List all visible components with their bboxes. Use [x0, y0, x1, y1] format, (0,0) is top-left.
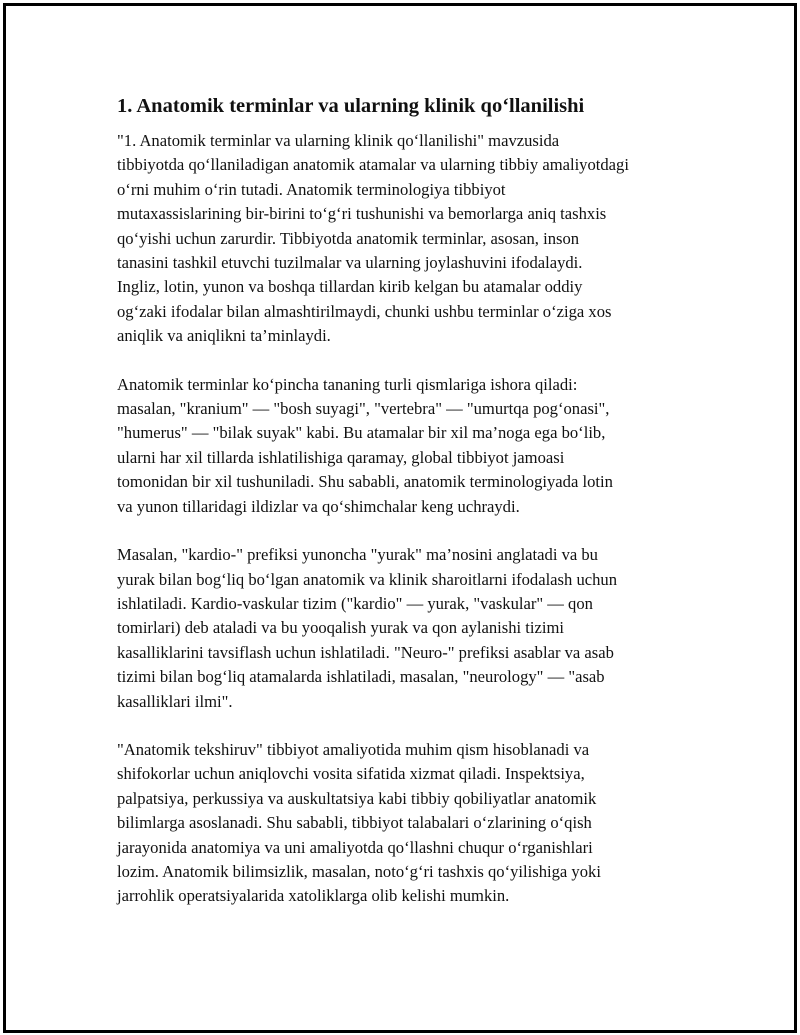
text-line: qo‘yishi uchun zarurdir. Tibbiyotda anatomik terminlar, asosan, inson	[117, 228, 580, 248]
text-line: kasalliklari ilmi".	[117, 691, 233, 711]
paragraph-4	[117, 738, 697, 909]
text-line: yurak bilan bog‘liq bo‘lgan anatomik va klinik sharoitlarni ifodalash uchun	[117, 569, 618, 589]
text-line: o‘rni muhim o‘rin tutadi. Anatomik terminologiya tibbiyot	[117, 179, 506, 199]
text-line: Anatomik terminlar ko‘pincha tananing turli qismlariga ishora qiladi:	[117, 374, 578, 394]
text-line: tomonidan bir xil tushuniladi. Shu sababli, anatomik terminologiyada lotin	[117, 472, 613, 492]
paragraph-2	[117, 373, 697, 519]
text-line: tomirlari) deb ataladi va bu yooqalish yurak va qon aylanishi tizimi	[117, 618, 564, 638]
text-line: ularni har xil tillarda ishlatilishiga qaramay, global tibbiyot jamoasi	[117, 447, 565, 467]
text-line: Ingliz, lotin, yunon va boshqa tillardan kirib kelgan bu atamalar oddiy	[117, 277, 583, 297]
text-line: ishlatiladi. Kardio-vaskular tizim ("kardio" — yurak, "vaskular" — qon	[117, 593, 593, 613]
paragraph-3	[117, 543, 697, 714]
text-line: tanasini tashkil etuvchi tuzilmalar va ularning joylashuvini ifodalaydi.	[117, 253, 583, 273]
text-line: palpatsiya, perkussiya va auskultatsiya kabi tibbiy qobiliyatlar anatomik	[117, 788, 597, 808]
text-line: jarayonida anatomiya va uni amaliyotda qo‘llashni chuqur o‘rganishlari	[117, 837, 593, 857]
text-line: jarrohlik operatsiyalarida xatoliklarga olib kelishi mumkin.	[117, 886, 510, 906]
text-line: aniqlik va aniqlikni ta’minlaydi.	[117, 326, 331, 346]
text-line: mutaxassislarining bir-birini to‘g‘ri tushunishi va bemorlarga aniq tashxis	[117, 204, 607, 224]
text-line: og‘zaki ifodalar bilan almashtirilmaydi, chunki ushbu terminlar o‘ziga xos	[117, 301, 612, 321]
text-line: "1. Anatomik terminlar va ularning klinik qo‘llanilishi" mavzusida	[117, 131, 560, 150]
text-line: "humerus" — "bilak suyak" kabi. Bu atamalar bir xil ma’noga ega bo‘lib,	[117, 423, 606, 443]
text-line: Masalan, "kardio-" prefiksi yunoncha "yurak" ma’nosini anglatadi va bu	[117, 545, 598, 565]
paragraph-1	[117, 129, 697, 349]
text-line: kasalliklarini tavsiflash uchun ishlatiladi. "Neuro-" prefiksi asablar va asab	[117, 642, 614, 662]
text-line: lozim. Anatomik bilimsizlik, masalan, noto‘g‘ri tashxis qo‘yilishiga yoki	[117, 861, 601, 881]
text-line: tibbiyotda qo‘llaniladigan anatomik atamalar va ularning tibbiy amaliyotdagi	[117, 155, 629, 175]
text-line: bilimlarga asoslanadi. Shu sababli, tibbiyot talabalari o‘zlarining o‘qish	[117, 813, 592, 833]
text-line: "Anatomik tekshiruv" tibbiyot amaliyotida muhim qism hisoblanadi va	[117, 739, 590, 759]
text-line: masalan, "kranium" — "bosh suyagi", "vertebra" — "umurtqa pog‘onasi",	[117, 399, 610, 419]
text-line: va yunon tillaridagi ildizlar va qo‘shimchalar keng uchraydi.	[117, 496, 520, 516]
text-line: shifokorlar uchun aniqlovchi vosita sifatida xizmat qiladi. Inspektsiya,	[117, 764, 585, 784]
document-body	[117, 93, 697, 933]
text-line: tizimi bilan bog‘liq atamalarda ishlatiladi, masalan, "neurology" — "asab	[117, 667, 605, 687]
document-title: 1. Anatomik terminlar va ularning klinik qo‘llanilishi	[117, 95, 585, 117]
